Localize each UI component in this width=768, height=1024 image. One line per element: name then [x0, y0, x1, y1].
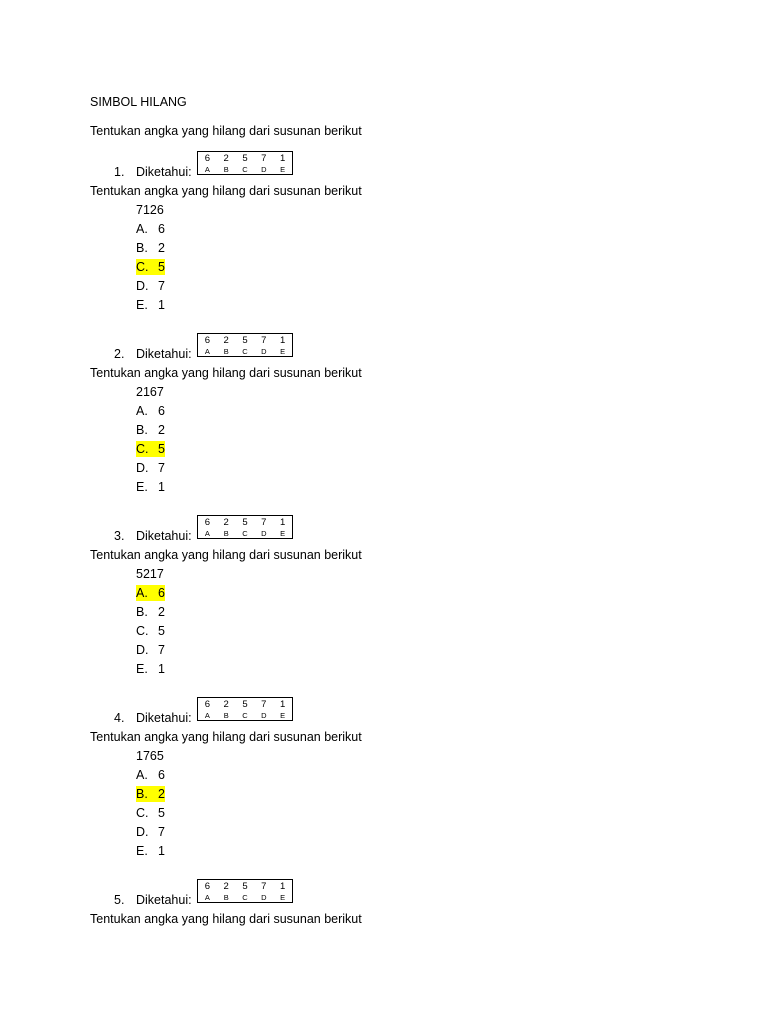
- answer-text: [136, 805, 165, 821]
- symbol-key-letter: D: [261, 165, 267, 174]
- option-letter: B.: [136, 787, 148, 801]
- option-value: 6: [158, 222, 165, 236]
- answer-text: [136, 642, 165, 658]
- symbol-key-table: [197, 333, 293, 357]
- symbol-key-digit: 2: [223, 517, 229, 528]
- option-value: 7: [158, 643, 165, 657]
- symbol-key-letter: E: [280, 165, 286, 174]
- option-letter: C.: [136, 260, 149, 274]
- symbol-key-digit: 6: [204, 335, 211, 346]
- symbol-key-letter: B: [223, 711, 229, 720]
- symbol-key-digit: 6: [204, 881, 211, 892]
- symbol-key-digits-row: [198, 699, 292, 710]
- symbol-key-digit: 5: [242, 881, 248, 892]
- option-value: 2: [158, 787, 165, 801]
- answer-text: [136, 604, 165, 620]
- answer-option[interactable]: [136, 297, 165, 316]
- answer-option[interactable]: [136, 642, 165, 661]
- answer-option[interactable]: [136, 479, 165, 498]
- symbol-key-digit: 2: [223, 153, 229, 164]
- symbol-key-digits-row: [198, 881, 292, 892]
- symbol-key-digit: 1: [279, 699, 286, 710]
- option-value: 1: [158, 844, 165, 858]
- symbol-key-letter: C: [242, 165, 248, 174]
- answer-text: [136, 661, 165, 677]
- answer-option[interactable]: [136, 441, 165, 460]
- answer-text: [136, 843, 165, 859]
- option-value: 5: [158, 442, 165, 456]
- option-value: 5: [158, 260, 165, 274]
- symbol-key-table: [197, 151, 293, 175]
- option-value: 6: [158, 586, 165, 600]
- question-header: [90, 879, 690, 926]
- option-letter: E.: [136, 662, 148, 676]
- intro-text: Tentukan angka yang hilang dari susunan berikut: [90, 124, 362, 138]
- option-letter: B.: [136, 605, 148, 619]
- answer-option[interactable]: [136, 585, 165, 604]
- answer-option[interactable]: [136, 805, 165, 824]
- option-value: 1: [158, 480, 165, 494]
- symbol-key-letter: C: [242, 711, 248, 720]
- symbol-key-digit: 7: [261, 881, 267, 892]
- highlighted-answer: [136, 259, 165, 275]
- option-letter: D.: [136, 643, 149, 657]
- option-value: 1: [158, 662, 165, 676]
- answer-option[interactable]: [136, 460, 165, 479]
- highlighted-answer: [136, 786, 165, 802]
- option-value: 5: [158, 624, 165, 638]
- symbol-key-letter: D: [261, 347, 267, 356]
- option-value: 7: [158, 825, 165, 839]
- key-label: Diketahui:: [136, 165, 192, 179]
- symbol-key-letter: A: [204, 347, 210, 356]
- symbol-key-digit: 7: [261, 335, 267, 346]
- highlighted-answer: [136, 585, 165, 601]
- symbol-key-digit: 1: [279, 881, 286, 892]
- option-value: 2: [158, 423, 165, 437]
- symbol-key-digits-row: [198, 335, 292, 346]
- answer-text: [136, 623, 165, 639]
- answer-options: [136, 221, 165, 316]
- symbol-key-letter: E: [280, 711, 286, 720]
- symbol-key-digit: 1: [279, 517, 286, 528]
- option-value: 6: [158, 768, 165, 782]
- answer-option[interactable]: [136, 403, 165, 422]
- question-header: [90, 515, 690, 581]
- key-label: Diketahui:: [136, 347, 192, 361]
- question-number: 3.: [114, 529, 125, 543]
- question-sequence: 1765: [136, 749, 164, 763]
- question-item: [90, 151, 690, 312]
- symbol-key-letters-row: [198, 711, 292, 722]
- question-sequence: 5217: [136, 567, 164, 581]
- symbol-key-table: [197, 879, 293, 903]
- question-header: [90, 697, 690, 763]
- answer-options: [136, 403, 165, 498]
- option-letter: D.: [136, 461, 149, 475]
- symbol-key-letter: E: [280, 893, 286, 902]
- symbol-key-letter: E: [280, 529, 286, 538]
- document-title: SIMBOL HILANG: [90, 95, 187, 109]
- symbol-key-digits-row: [198, 517, 292, 528]
- symbol-key-digit: 5: [242, 153, 248, 164]
- symbol-key-letter: C: [242, 347, 248, 356]
- symbol-key-letter: E: [280, 347, 286, 356]
- answer-option[interactable]: [136, 767, 165, 786]
- option-letter: E.: [136, 298, 148, 312]
- option-value: 2: [158, 241, 165, 255]
- option-letter: A.: [136, 404, 148, 418]
- symbol-key-letter: A: [204, 893, 210, 902]
- symbol-key-digit: 7: [261, 517, 267, 528]
- symbol-key-letter: B: [223, 893, 229, 902]
- option-value: 1: [158, 298, 165, 312]
- symbol-key-letter: A: [204, 529, 210, 538]
- answer-text: [136, 403, 165, 419]
- symbol-key-digit: 7: [261, 699, 267, 710]
- symbol-key-digit: 2: [223, 881, 229, 892]
- option-letter: A.: [136, 222, 148, 236]
- symbol-key-letters-row: [198, 165, 292, 176]
- answer-option[interactable]: [136, 278, 165, 297]
- option-letter: C.: [136, 624, 149, 638]
- answer-text: [136, 240, 165, 256]
- symbol-key-table: [197, 697, 293, 721]
- key-label: Diketahui:: [136, 529, 192, 543]
- option-value: 7: [158, 461, 165, 475]
- option-value: 2: [158, 605, 165, 619]
- symbol-key-digit: 1: [279, 153, 286, 164]
- answer-option[interactable]: [136, 604, 165, 623]
- answer-option[interactable]: [136, 623, 165, 642]
- symbol-key-digit: 6: [204, 699, 211, 710]
- symbol-key-letter: C: [242, 529, 248, 538]
- symbol-key-letter: B: [223, 529, 229, 538]
- option-letter: D.: [136, 825, 149, 839]
- question-number: 5.: [114, 893, 125, 907]
- answer-text: [136, 422, 165, 438]
- answer-text: [136, 460, 165, 476]
- answer-text: [136, 767, 165, 783]
- question-prompt: Tentukan angka yang hilang dari susunan berikut: [90, 366, 362, 380]
- symbol-key-letters-row: [198, 529, 292, 540]
- answer-option[interactable]: [136, 661, 165, 680]
- symbol-key-digit: 6: [204, 153, 211, 164]
- question-item: [90, 879, 690, 926]
- option-letter: B.: [136, 241, 148, 255]
- question-prompt: Tentukan angka yang hilang dari susunan berikut: [90, 730, 362, 744]
- answer-option[interactable]: [136, 259, 165, 278]
- question-item: [90, 515, 690, 676]
- symbol-key-letter: B: [223, 347, 229, 356]
- question-header: [90, 151, 690, 217]
- answer-text: [136, 824, 165, 840]
- symbol-key-letter: D: [261, 711, 267, 720]
- question-number: 4.: [114, 711, 125, 725]
- symbol-key-digit: 5: [242, 699, 248, 710]
- answer-options: [136, 585, 165, 680]
- answer-option[interactable]: [136, 786, 165, 805]
- answer-option[interactable]: [136, 422, 165, 441]
- question-prompt: Tentukan angka yang hilang dari susunan berikut: [90, 912, 362, 926]
- symbol-key-digit: 7: [261, 153, 267, 164]
- symbol-key-digit: 5: [242, 335, 248, 346]
- question-item: [90, 697, 690, 858]
- answer-text: [136, 221, 165, 237]
- question-number: 1.: [114, 165, 125, 179]
- symbol-key-digit: 2: [223, 335, 229, 346]
- symbol-key-letters-row: [198, 347, 292, 358]
- option-letter: C.: [136, 806, 149, 820]
- question-item: [90, 333, 690, 494]
- option-letter: B.: [136, 423, 148, 437]
- option-letter: D.: [136, 279, 149, 293]
- symbol-key-letter: D: [261, 893, 267, 902]
- answer-option[interactable]: [136, 240, 165, 259]
- question-sequence: 2167: [136, 385, 164, 399]
- symbol-key-letter: A: [204, 165, 210, 174]
- option-value: 6: [158, 404, 165, 418]
- symbol-key-letter: B: [223, 165, 229, 174]
- question-header: [90, 333, 690, 399]
- option-letter: A.: [136, 768, 148, 782]
- option-letter: E.: [136, 480, 148, 494]
- question-prompt: Tentukan angka yang hilang dari susunan berikut: [90, 548, 362, 562]
- answer-option[interactable]: [136, 221, 165, 240]
- key-label: Diketahui:: [136, 711, 192, 725]
- symbol-key-letters-row: [198, 893, 292, 904]
- option-letter: A.: [136, 586, 148, 600]
- option-value: 7: [158, 279, 165, 293]
- question-number: 2.: [114, 347, 125, 361]
- symbol-key-letter: A: [204, 711, 210, 720]
- question-sequence: 7126: [136, 203, 164, 217]
- question-prompt: Tentukan angka yang hilang dari susunan berikut: [90, 184, 362, 198]
- symbol-key-digit: 5: [242, 517, 248, 528]
- answer-text: [136, 479, 165, 495]
- option-value: 5: [158, 806, 165, 820]
- answer-option[interactable]: [136, 824, 165, 843]
- symbol-key-letter: C: [242, 893, 248, 902]
- answer-text: [136, 297, 165, 313]
- symbol-key-digits-row: [198, 153, 292, 164]
- symbol-key-table: [197, 515, 293, 539]
- answer-option[interactable]: [136, 843, 165, 862]
- symbol-key-letter: D: [261, 529, 267, 538]
- key-label: Diketahui:: [136, 893, 192, 907]
- symbol-key-digit: 6: [204, 517, 211, 528]
- answer-text: [136, 278, 165, 294]
- answer-options: [136, 767, 165, 862]
- symbol-key-digit: 2: [223, 699, 229, 710]
- highlighted-answer: [136, 441, 165, 457]
- option-letter: E.: [136, 844, 148, 858]
- option-letter: C.: [136, 442, 149, 456]
- symbol-key-digit: 1: [279, 335, 286, 346]
